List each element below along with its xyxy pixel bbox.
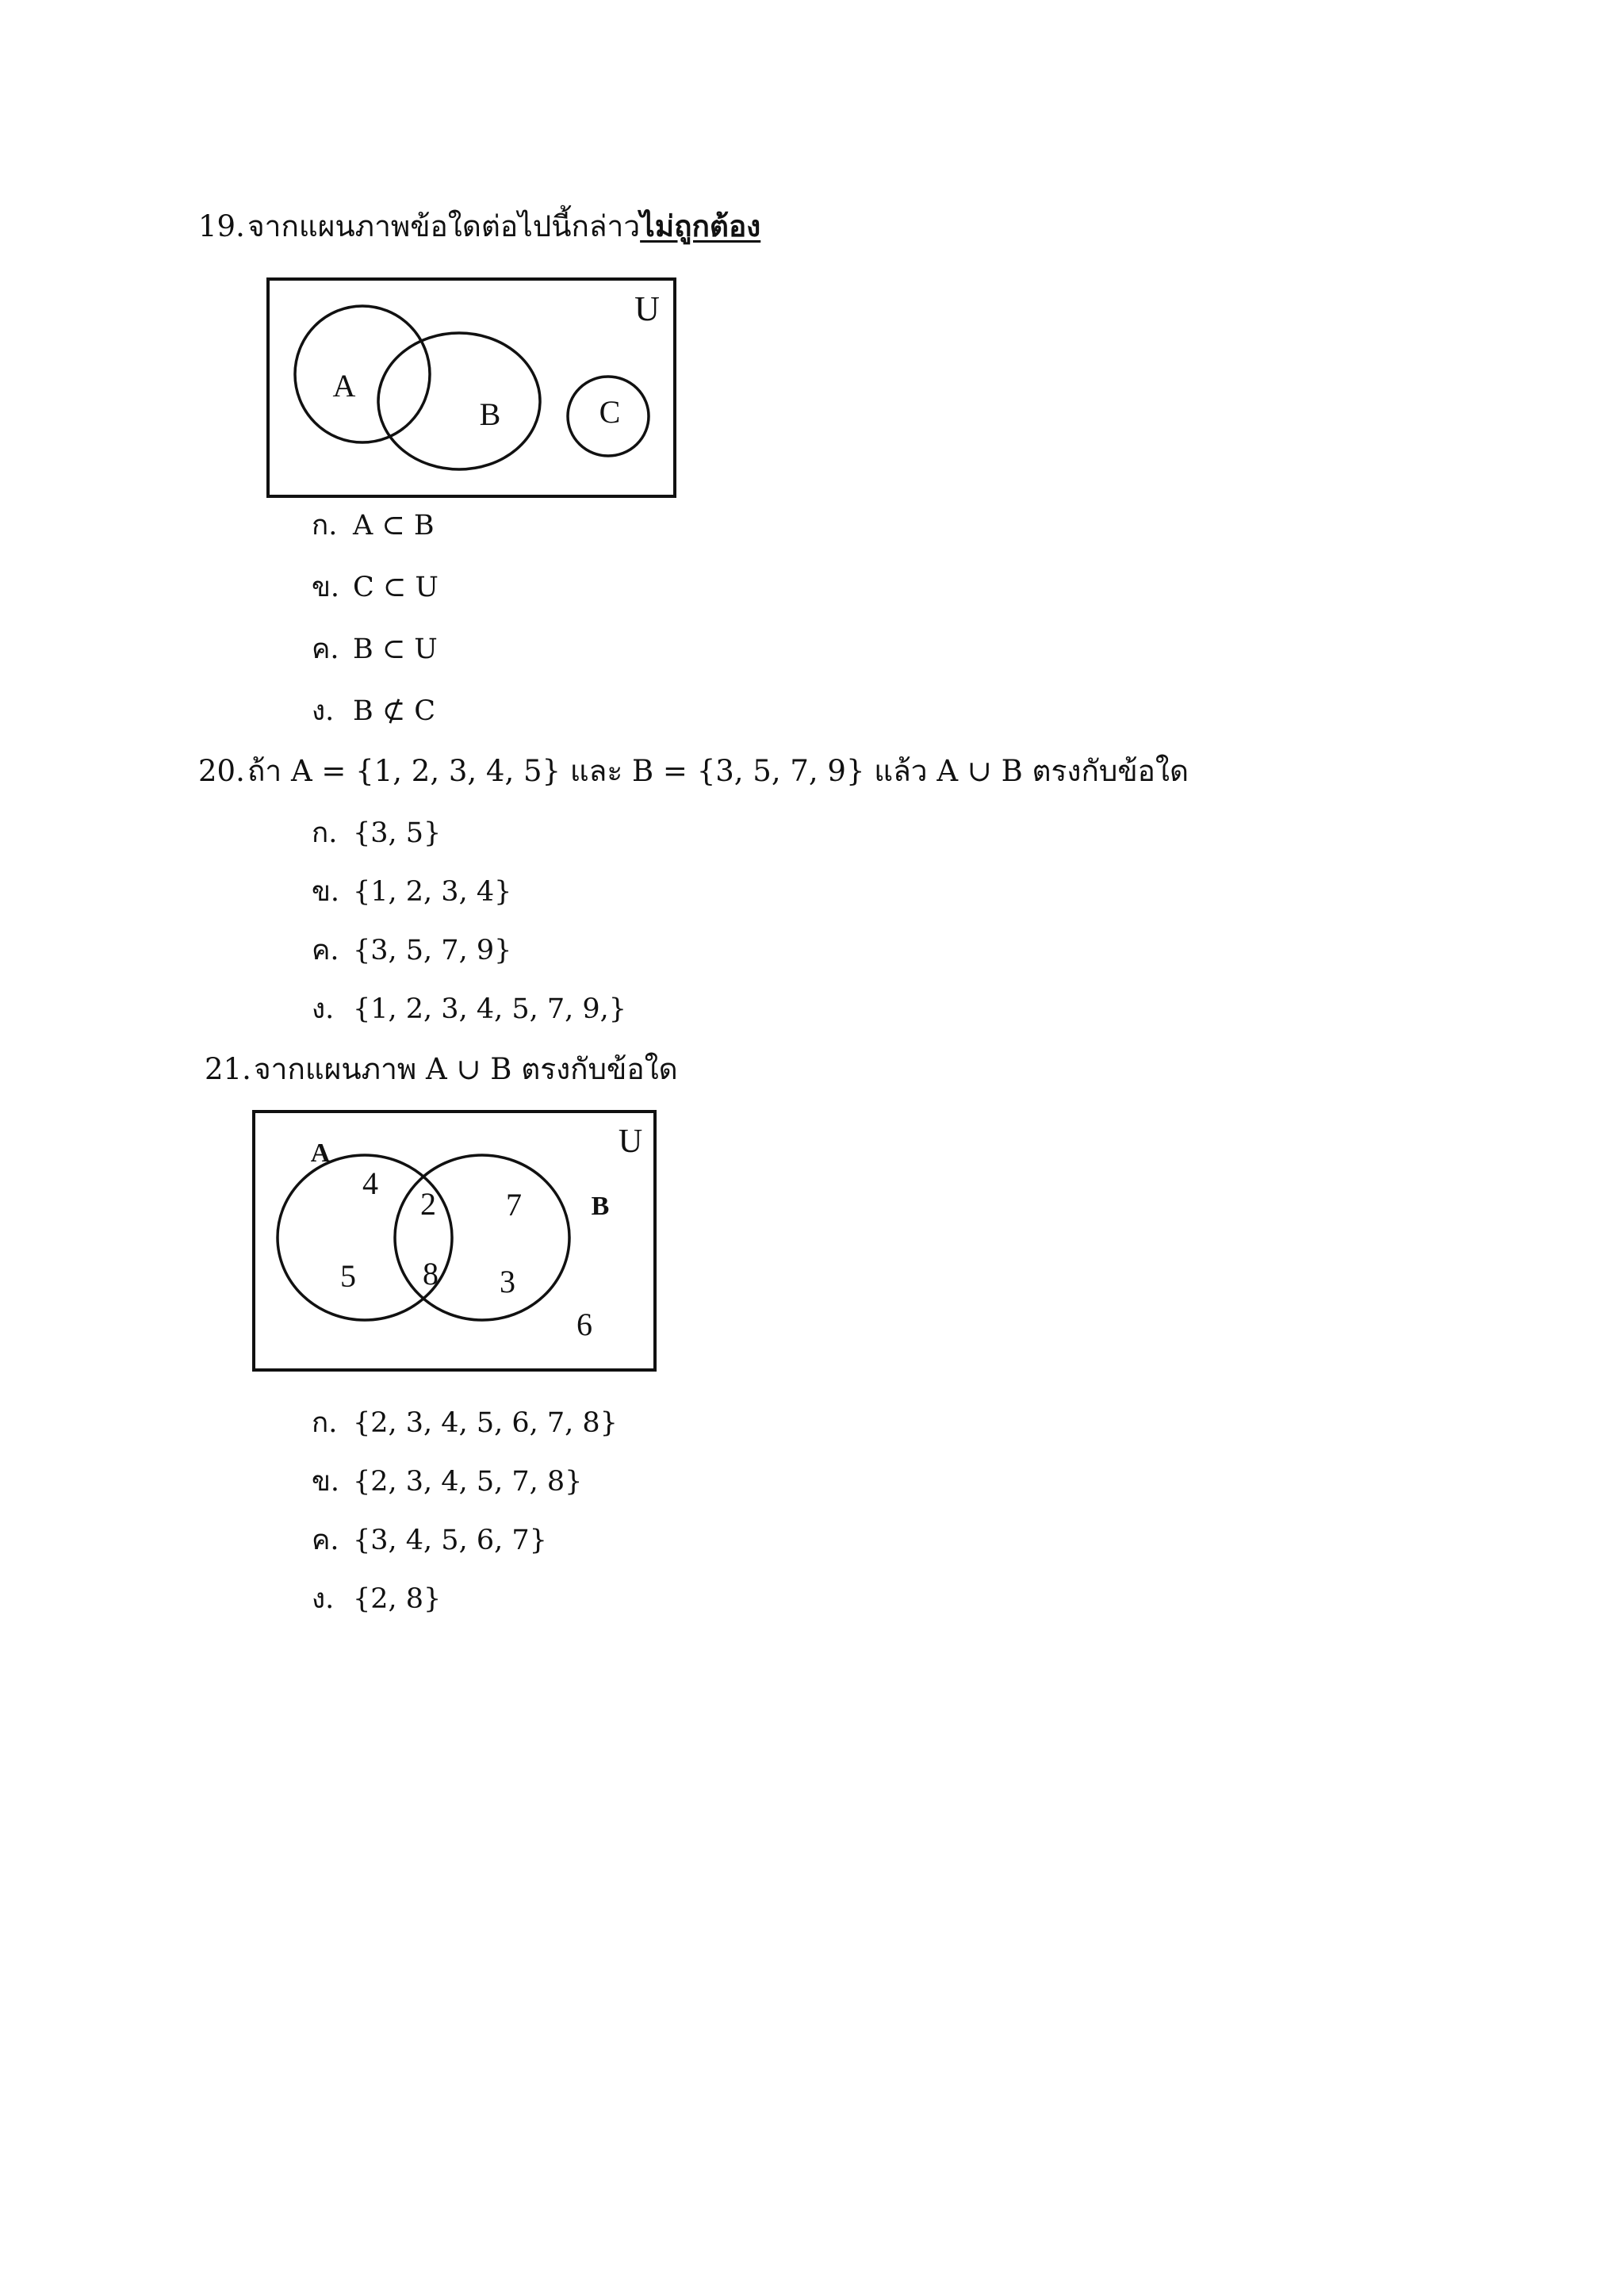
option-text: {2, 8} [353,1583,442,1615]
question-number: 21. [205,1052,251,1086]
option-text: {1, 2, 3, 4, 5, 7, 9,} [353,993,627,1025]
option-label: ข. [312,1466,340,1498]
b-only-value: 3 [500,1264,515,1299]
question-text: จากแผนภาพข้อใดต่อไปนี้กล่าว [247,209,641,243]
option-label: ข. [312,876,340,908]
option-label: ค. [312,633,339,665]
option-text: B ⊂ U [353,633,438,665]
option-21-b[interactable] [312,1464,582,1500]
option-text: A ⊂ B [353,510,435,541]
universe-label: U [634,289,660,328]
set-a-label: A [310,1138,331,1168]
question-text: จากแผนภาพ A ∪ B ตรงกับข้อใด [254,1052,678,1086]
set-b-label: B [591,1192,610,1221]
option-label: ก. [312,1407,338,1439]
option-text: B ⊄ C [353,695,436,727]
option-text: {3, 5, 7, 9} [353,935,512,966]
set-b-circle [395,1155,569,1320]
option-label: ค. [312,1525,339,1556]
option-label: ค. [312,935,339,966]
set-c-label: C [599,394,621,430]
option-label: ง. [312,1583,335,1615]
universe-label: U [618,1123,643,1160]
a-only-value: 4 [362,1165,378,1201]
option-label: ก. [312,817,338,849]
option-text: C ⊂ U [353,572,439,603]
intersection-value: 2 [420,1186,436,1222]
question-text: ถ้า A = {1, 2, 3, 4, 5} และ B = {3, 5, 7, 9} แล้ว A ∪ B ตรงกับข้อใด [247,754,1189,788]
intersection-value: 8 [423,1256,439,1292]
option-text: {2, 3, 4, 5, 6, 7, 8} [353,1407,618,1439]
b-only-value: 7 [506,1187,522,1223]
option-text: {3, 4, 5, 6, 7} [353,1525,547,1556]
option-label: ง. [312,993,335,1025]
option-text: {3, 5} [353,817,442,849]
outside-value: 6 [576,1307,592,1342]
set-b-label: B [479,396,501,432]
set-a-label: A [332,368,356,404]
option-label: ก. [312,510,338,541]
option-21-a[interactable] [312,1405,618,1441]
option-21-c[interactable] [312,1522,547,1559]
option-21-d[interactable] [312,1581,441,1617]
question-number: 19. [198,209,245,243]
option-text: {1, 2, 3, 4} [353,876,512,908]
option-label: ง. [312,695,335,727]
question-number: 20. [198,754,245,788]
a-only-value: 5 [340,1258,356,1294]
option-text: {2, 3, 4, 5, 7, 8} [353,1466,583,1498]
question-emphasis: ไม่ถูกต้อง [640,209,761,243]
option-label: ข. [312,572,340,603]
